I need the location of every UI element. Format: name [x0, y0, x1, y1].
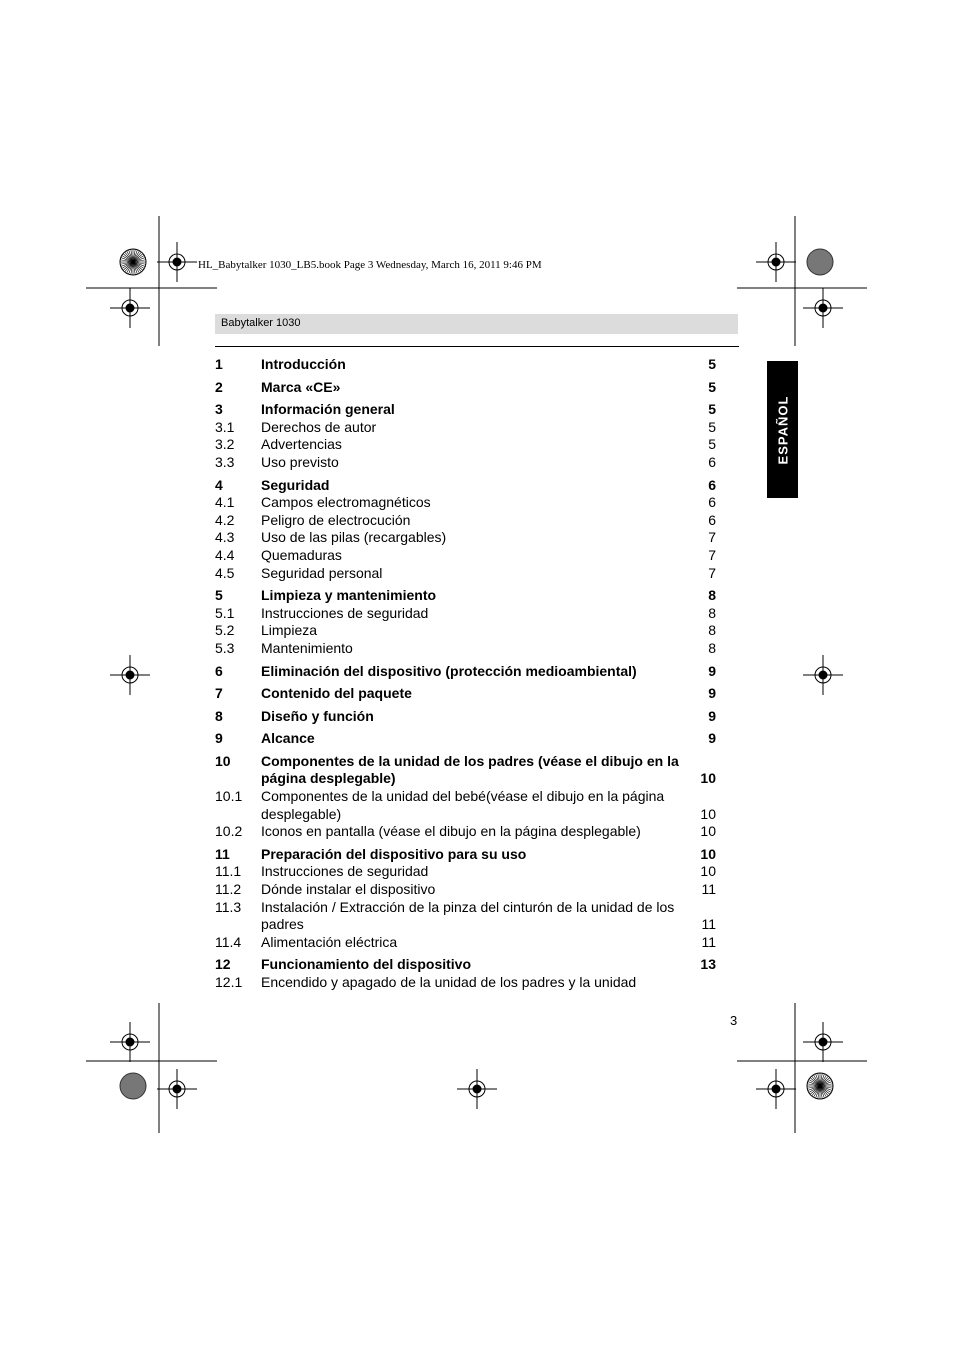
toc-entry-page: 6 [708, 476, 716, 493]
toc-entry-page: 10 [700, 845, 716, 862]
toc-entry-title: Instrucciones de seguridad [261, 863, 429, 880]
toc-entry[interactable] [215, 565, 716, 583]
toc-entry[interactable] [215, 881, 716, 899]
toc-entry-page: 10 [700, 863, 716, 880]
toc-entry-title: Uso previsto [261, 453, 339, 470]
toc-entry-number: 11.2 [215, 881, 242, 898]
toc-entry[interactable] [215, 494, 716, 512]
toc-entry-page: 6 [708, 494, 716, 511]
toc-entry-title: Alcance [261, 730, 315, 747]
toc-entry[interactable] [215, 663, 716, 681]
toc-entry-title: Peligro de electrocución [261, 511, 411, 528]
toc-entry[interactable] [215, 454, 716, 472]
toc-entry-title: Seguridad personal [261, 564, 383, 581]
language-tab-label: ESPAÑOL [775, 395, 790, 464]
toc-entry-number: 3 [215, 401, 223, 418]
toc-entry[interactable] [215, 974, 716, 992]
toc-entry-number: 2 [215, 378, 223, 395]
registration-mark [157, 1069, 197, 1109]
toc-entry-title: Dónde instalar el dispositivo [261, 881, 436, 898]
toc-entry[interactable] [215, 640, 716, 658]
header-rule [215, 346, 739, 347]
toc-entry-page: 11 [701, 881, 716, 898]
toc-entry-title: Limpieza y mantenimiento [261, 587, 437, 604]
toc-entry-page: 10 [700, 805, 716, 822]
print-slug: HL_Babytalker 1030_LB5.book Page 3 Wednesday, March 16, 2011 9:46 PM [198, 259, 542, 271]
toc-entry-title: Uso de las pilas (recargables) [261, 529, 447, 546]
toc-entry-number: 3.1 [215, 418, 235, 435]
toc-entry-page: 7 [708, 564, 716, 581]
toc-entry-page: 9 [708, 662, 716, 679]
toc-entry-number: 4.2 [215, 511, 235, 528]
toc-entry[interactable] [215, 436, 716, 454]
toc-entry-page: 6 [708, 511, 716, 528]
registration-mark [803, 1022, 843, 1062]
toc-entry-title: Preparación del dispositivo para su uso [261, 845, 527, 862]
toc-entry[interactable] [215, 419, 716, 437]
toc-entry-number: 10.2 [215, 823, 243, 840]
registration-mark [756, 1069, 796, 1109]
toc-entry-page: 10 [700, 823, 716, 840]
toc-entry-page: 5 [708, 378, 716, 395]
toc-entry-title: Seguridad [261, 476, 330, 493]
toc-entry-page: 11 [701, 933, 716, 950]
toc-entry-page: 8 [708, 639, 716, 656]
registration-mark [803, 288, 843, 328]
toc-entry-title: Introducción [261, 356, 346, 372]
toc-entry-title: Mantenimiento [261, 639, 353, 656]
language-tab [767, 361, 798, 498]
toc-entry-title: Instalación / Extracción de la pinza del cinturón de la unidad de los padres [261, 898, 675, 933]
toc-entry[interactable] [215, 956, 716, 974]
toc-entry-number: 4.3 [215, 529, 235, 546]
toc-entry-title: Componentes de la unidad del bebé(véase el dibujo en la página desplegable) [261, 788, 665, 822]
toc-entry-title: Iconos en pantalla (véase el dibujo en la página desplegable) [261, 823, 641, 840]
registration-mark [110, 655, 150, 695]
toc-entry[interactable] [215, 730, 716, 748]
gray-target [120, 1073, 146, 1099]
toc-entry-title: Quemaduras [261, 546, 342, 563]
toc-entry-page: 9 [708, 707, 716, 724]
toc-entry-number: 5.1 [215, 604, 235, 621]
header-title: Babytalker 1030 [221, 317, 301, 329]
registration-mark [110, 1022, 150, 1062]
toc-entry-page: 10 [700, 770, 716, 787]
toc-entry-page: 9 [708, 730, 716, 747]
toc-entry[interactable] [215, 529, 716, 547]
toc-entry-title: Instrucciones de seguridad [261, 604, 429, 621]
toc-entry-number: 5.3 [215, 639, 235, 656]
toc-entry-number: 9 [215, 730, 223, 747]
toc-entry-number: 3.2 [215, 436, 235, 453]
toc-entry[interactable] [215, 934, 716, 952]
color-target [120, 249, 146, 275]
toc-entry-number: 3.3 [215, 453, 235, 470]
toc-entry[interactable] [215, 587, 716, 605]
toc-entry-title: Campos electromagnéticos [261, 494, 431, 511]
toc-entry-title: Componentes de la unidad de los padres (véase el dibujo en la página desplegable) [261, 752, 679, 787]
toc-entry[interactable] [215, 846, 716, 864]
color-target [807, 1073, 833, 1099]
toc-entry-number: 11 [215, 845, 230, 862]
toc-entry-page: 13 [700, 956, 716, 973]
toc-entry-number: 4 [215, 476, 223, 493]
registration-mark [110, 288, 150, 328]
toc-entry-number: 1 [215, 356, 223, 372]
toc-entry[interactable] [215, 477, 716, 495]
toc-entry-title: Derechos de autor [261, 418, 377, 435]
toc-entry[interactable] [215, 547, 716, 565]
toc-entry-page: 8 [708, 587, 716, 604]
toc-entry[interactable] [215, 823, 716, 841]
toc-entry-title: Encendido y apagado de la unidad de los padres y la unidad [261, 974, 637, 990]
registration-mark [756, 242, 796, 282]
toc-entry[interactable] [215, 401, 716, 419]
toc-entry-page: 7 [708, 546, 716, 563]
toc-entry-title: Contenido del paquete [261, 685, 412, 702]
toc-entry-number: 4.1 [215, 494, 235, 511]
gray-target [807, 249, 833, 275]
toc-entry-number: 11.3 [215, 898, 242, 915]
toc-entry[interactable] [215, 605, 716, 623]
toc-entry[interactable] [215, 899, 716, 934]
toc-entry-number: 11.1 [215, 863, 242, 880]
toc-entry-page: 11 [701, 916, 716, 933]
toc-entry-number: 5 [215, 587, 223, 604]
table-of-contents [215, 356, 716, 992]
toc-entry-number: 12.1 [215, 974, 243, 990]
toc-entry-title: Limpieza [261, 622, 318, 639]
toc-entry[interactable] [215, 356, 716, 374]
toc-entry[interactable] [215, 512, 716, 530]
toc-entry[interactable] [215, 788, 716, 823]
toc-entry-number: 10 [215, 752, 231, 769]
toc-entry-title: Eliminación del dispositivo (protección medioambiental) [261, 662, 637, 679]
toc-entry-number: 11.4 [215, 933, 242, 950]
toc-entry-number: 8 [215, 707, 223, 724]
toc-entry-page: 6 [708, 453, 716, 470]
toc-entry-page: 9 [708, 685, 716, 702]
toc-entry-title: Advertencias [261, 436, 342, 453]
toc-entry-page: 8 [708, 622, 716, 639]
toc-entry-number: 5.2 [215, 622, 235, 639]
toc-entry-page: 8 [708, 604, 716, 621]
toc-entry-number: 7 [215, 685, 223, 702]
page-number: 3 [730, 1013, 738, 1028]
toc-entry-title: Funcionamiento del dispositivo [261, 956, 472, 973]
toc-entry-page: 5 [708, 401, 716, 418]
toc-entry-page: 7 [708, 529, 716, 546]
toc-entry-title: Diseño y función [261, 707, 374, 724]
toc-entry-title: Marca «CE» [261, 378, 341, 395]
toc-entry-page: 5 [708, 356, 716, 372]
registration-mark [803, 655, 843, 695]
running-header [215, 314, 738, 334]
toc-entry-page: 5 [708, 436, 716, 453]
toc-entry-number: 12 [215, 956, 231, 973]
toc-entry-title: Información general [261, 401, 395, 418]
toc-entry[interactable] [215, 685, 716, 703]
toc-entry[interactable] [215, 863, 716, 881]
toc-entry[interactable] [215, 622, 716, 640]
toc-entry-number: 4.4 [215, 546, 235, 563]
toc-entry[interactable] [215, 708, 716, 726]
toc-entry[interactable] [215, 379, 716, 397]
toc-entry-page: 5 [708, 418, 716, 435]
toc-entry-number: 10.1 [215, 788, 243, 805]
registration-mark [157, 242, 197, 282]
toc-entry-number: 4.5 [215, 564, 235, 581]
registration-mark [457, 1069, 497, 1109]
toc-entry-title: Alimentación eléctrica [261, 933, 398, 950]
toc-entry-number: 6 [215, 662, 223, 679]
toc-entry[interactable] [215, 753, 716, 788]
